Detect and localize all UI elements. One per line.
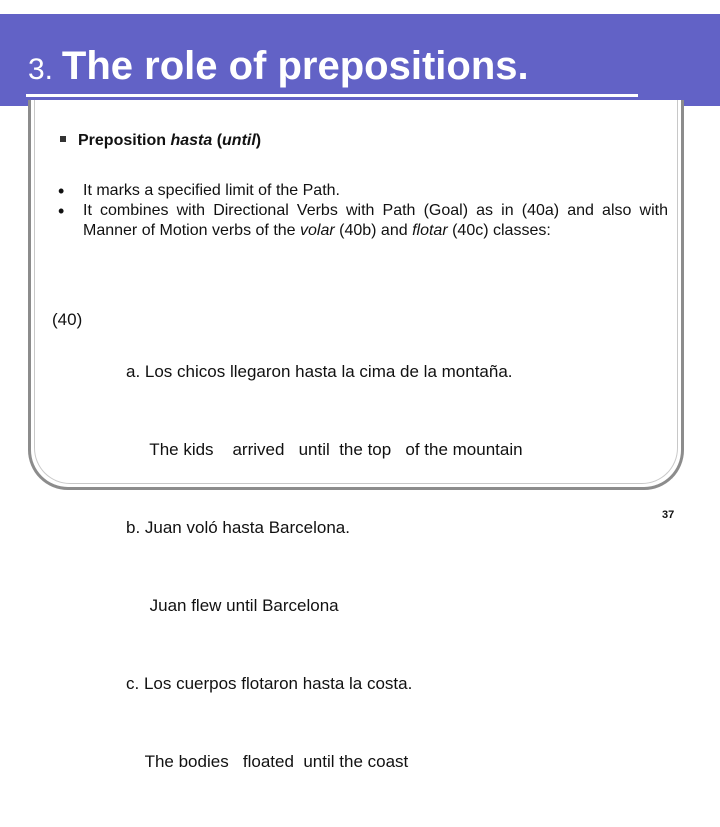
bullet-item [58,181,668,201]
example-line: b. Juan voló hasta Barcelona. [126,518,350,537]
title-text: The role of prepositions. [61,44,529,88]
bullet-text-part: It combines with Directional Verbs with Path (Goal) as in (40a) and also with Manner of Motion verbs of the [83,202,668,239]
bullet-text-part: (40b) and [334,222,413,239]
title-number: 3. [28,53,54,86]
bullet-italic-flotar: flotar [412,222,448,239]
heading-prefix: Preposition [78,132,171,149]
example-line: a. Los chicos llegaron hasta la cima de la montaña. [126,362,513,381]
example-line: c. Los cuerpos flotaron hasta la costa. [126,674,413,693]
bullet-text-part: (40c) classes: [447,222,551,239]
heading-mid: ( [212,132,223,149]
title-bar [0,14,720,106]
heading-hasta: hasta [170,132,213,149]
example-number: (40) [52,310,83,329]
example-line: The bodies floated until the coast [126,752,409,771]
title-underline [26,94,638,97]
example-lines [126,307,523,827]
page-number: 37 [662,509,675,521]
round-bullet-icon: • [58,201,65,221]
bullet-italic-volar: volar [300,222,335,239]
example-line: The kids arrived until the top of the mountain [126,440,523,459]
square-bullet-icon [60,136,66,142]
section-heading [60,132,261,150]
slide-title [28,44,529,89]
bullet-item [58,201,668,241]
heading-until: until [222,132,256,149]
bullet-text: It marks a specified limit of the Path. [83,182,340,199]
example-line: Juan flew until Barcelona [126,596,339,615]
round-bullet-icon: • [58,181,65,201]
heading-suffix: ) [255,132,262,149]
bullet-list [58,181,668,241]
